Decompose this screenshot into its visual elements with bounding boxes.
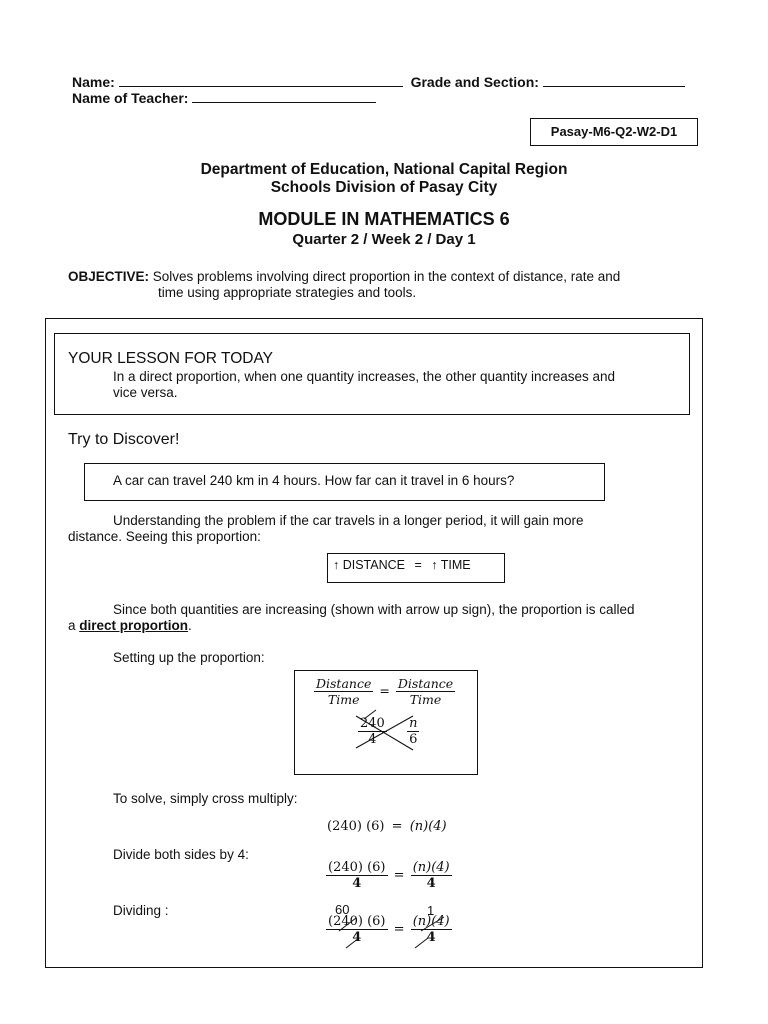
- divide-right-fraction: [411, 860, 452, 891]
- discover-heading: Try to Discover!: [68, 431, 180, 448]
- setup-equals: =: [379, 683, 390, 698]
- divide-equation: [326, 860, 452, 891]
- problem-text: A car can travel 240 km in 4 hours. How far can it travel in 6 hours?: [113, 473, 515, 488]
- dividing-left-fraction: [326, 914, 388, 945]
- cross-equals: =: [391, 819, 403, 834]
- right-numerator: Distance: [397, 676, 454, 691]
- module-title: MODULE IN MATHEMATICS 6: [258, 209, 510, 229]
- left-denominator: Time: [327, 692, 360, 707]
- left-numerator: Distance: [316, 676, 372, 691]
- teacher-label: Name of Teacher:: [72, 90, 189, 106]
- divide-label: Divide both sides by 4:: [113, 847, 249, 862]
- value-4: 4: [368, 732, 377, 747]
- division-title: Schools Division of Pasay City: [270, 179, 498, 196]
- proportion-equals: =: [414, 558, 422, 572]
- dividing-equals: =: [393, 922, 405, 937]
- direct-proportion-term: direct proportion: [79, 618, 189, 633]
- para2-suffix: .: [188, 618, 192, 633]
- para1-line-1: Understanding the problem if the car travels in a longer period, it will gain more: [113, 513, 584, 528]
- divide-left-den: 4: [352, 876, 362, 891]
- para1-line-2: distance. Seeing this proportion:: [68, 529, 261, 544]
- lesson-heading: YOUR LESSON FOR TODAY: [68, 350, 273, 367]
- module-code: Pasay-M6-Q2-W2-D1: [530, 118, 698, 146]
- quarter-title: Quarter 2 / Week 2 / Day 1: [292, 231, 476, 248]
- cross-lhs: (240) (6): [327, 819, 385, 834]
- quotient-1: 1: [427, 903, 435, 918]
- time-up-label: ↑ TIME: [431, 558, 471, 572]
- lesson-text-1: In a direct proportion, when one quantity increases, the other quantity increases and: [113, 369, 616, 384]
- dividing-left-den: 4: [352, 930, 362, 945]
- para2-line-1: Since both quantities are increasing (shown with arrow up sign), the proportion is called: [113, 602, 635, 617]
- divide-right-den: 4: [426, 876, 436, 891]
- cross-rhs: (n)(4): [409, 819, 447, 834]
- grade-label: Grade and Section:: [410, 74, 539, 90]
- lesson-text-2: vice versa.: [113, 385, 178, 400]
- divide-right-num: (n)(4): [412, 860, 450, 875]
- tick-mark: [364, 710, 376, 719]
- dividing-label: Dividing :: [113, 903, 169, 918]
- objective-label: OBJECTIVE:: [68, 269, 150, 284]
- dividing-right-fraction: [411, 914, 452, 945]
- value-n: n: [409, 716, 418, 731]
- dividing-right-num: (n)(4): [412, 914, 450, 929]
- solve-label: To solve, simply cross multiply:: [113, 791, 298, 806]
- dividing-left-num: (240) (6): [328, 914, 386, 929]
- para2-prefix: a: [68, 618, 80, 633]
- dept-title: Department of Education, National Capital Region: [200, 161, 568, 178]
- divide-left-fraction: [326, 860, 388, 891]
- right-denominator: Time: [409, 692, 442, 707]
- dividing-equation: [326, 914, 452, 945]
- setup-label: Setting up the proportion:: [113, 650, 265, 665]
- distance-up-label: ↑ DISTANCE: [333, 558, 405, 572]
- objective-text-1: Solves problems involving direct proportion in the context of distance, rate and: [152, 269, 621, 284]
- cross-multiply-equation: [327, 819, 447, 834]
- quotient-60: 60: [335, 902, 350, 917]
- objective-text-2: time using appropriate strategies and tools.: [158, 285, 417, 300]
- name-label: Name:: [72, 74, 115, 90]
- value-6: 6: [409, 732, 418, 747]
- dividing-right-den: 4: [426, 930, 436, 945]
- value-240: 240: [360, 716, 385, 731]
- divide-left-num: (240) (6): [328, 860, 386, 875]
- divide-equals: =: [393, 868, 405, 883]
